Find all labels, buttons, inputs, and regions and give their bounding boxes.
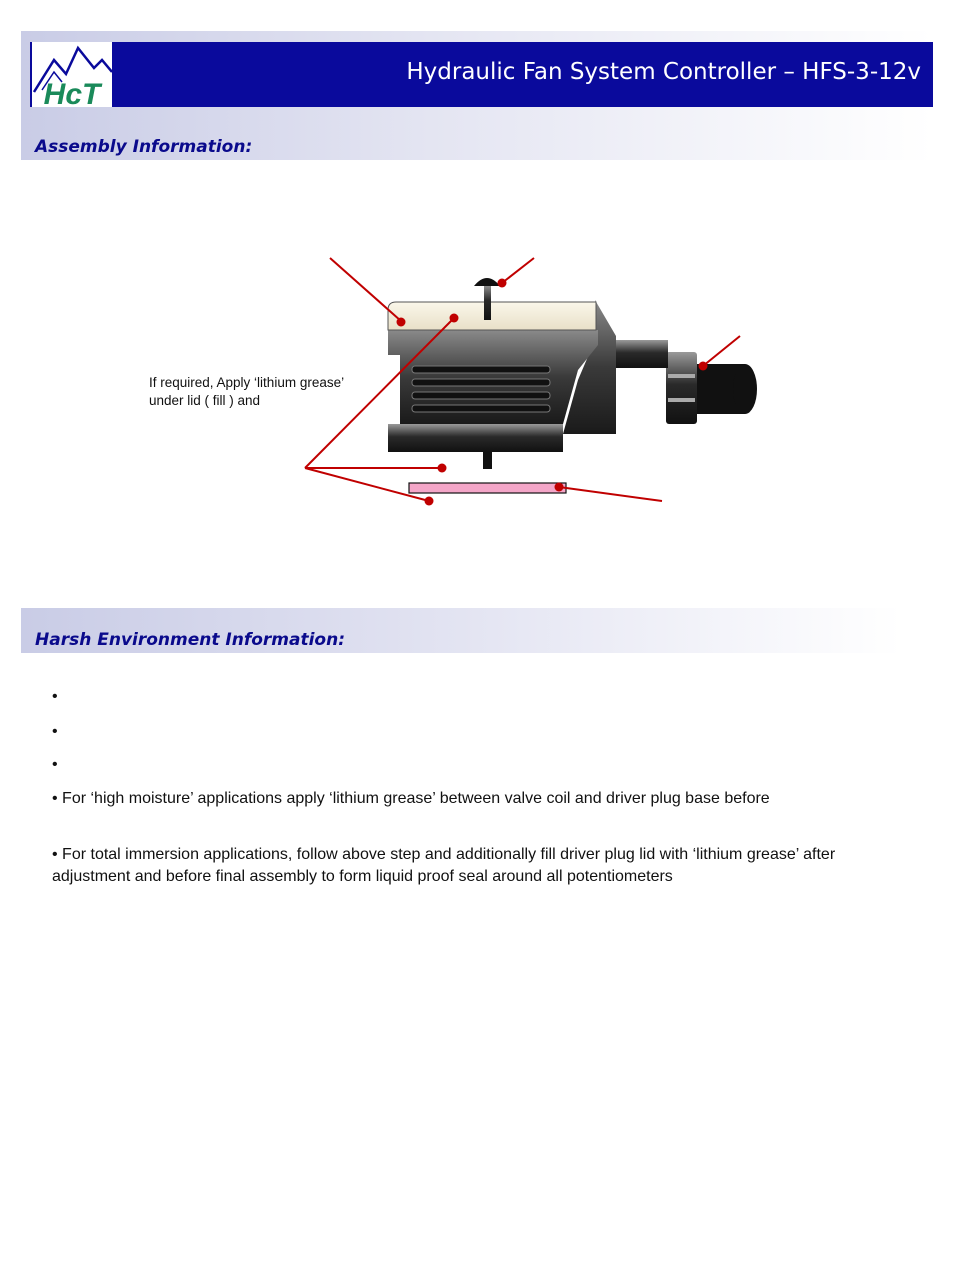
grease-callout: If required, Apply ‘lithium grease’ under lid ( fill ) and — [149, 375, 344, 408]
cable-end — [733, 364, 757, 414]
bullet-1: • — [52, 688, 58, 705]
seal-gasket — [409, 483, 566, 493]
plug-neck — [614, 340, 668, 368]
high-moisture-note: • For ‘high moisture’ applications apply ‘lithium grease’ between valve coil and driver plug base before — [52, 790, 770, 807]
bullet-2: • — [52, 723, 58, 740]
immersion-note: • For total immersion applications, follow above step and additionally fill driver plug lid with ‘lithium grease’ after adjustment and before final assembly to form liquid proof seal around all potentiometers — [52, 846, 836, 885]
harsh-section-title: Harsh Environment Information: — [35, 630, 346, 650]
logo-text: HcT — [43, 78, 101, 107]
screw-head — [474, 278, 500, 286]
lid-screw — [484, 284, 491, 320]
page-title: Hydraulic Fan System Controller – HFS-3-12v — [406, 59, 921, 85]
plug-lid — [388, 302, 596, 330]
bullet-3: • — [52, 756, 58, 773]
assembly-section-title: Assembly Information: — [35, 137, 253, 157]
plug-base — [388, 424, 563, 452]
cable-gland — [666, 352, 697, 424]
driver-plug-diagram — [0, 0, 954, 620]
screw-tip — [483, 452, 492, 469]
